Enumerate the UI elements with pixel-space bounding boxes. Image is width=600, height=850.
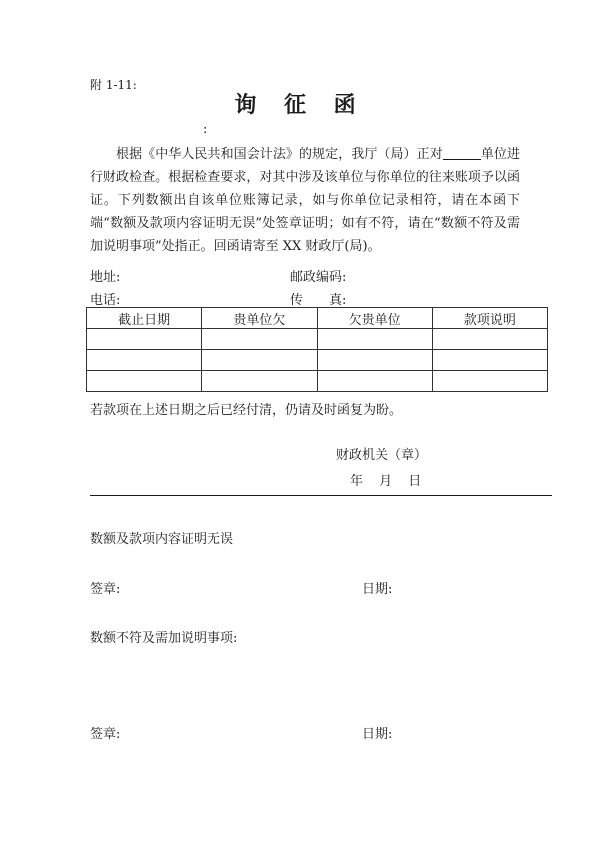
- table-header-row: [87, 308, 548, 329]
- table-cell[interactable]: [317, 371, 432, 392]
- section-divider: [90, 495, 552, 496]
- date-label-confirm: 日期:: [362, 582, 393, 597]
- letter-body: [90, 143, 520, 258]
- table-cell[interactable]: [87, 350, 202, 371]
- body-part-1: 根据《中华人民共和国会计法》的规定，我厅（局）正对: [116, 147, 443, 162]
- annex-label: 附 1-11:: [90, 78, 137, 92]
- settled-note: 若款项在上述日期之后已经付清，仍请及时函复为盼。: [90, 403, 403, 418]
- col-cutoff-date: 截止日期: [87, 308, 202, 329]
- table-cell[interactable]: [317, 350, 432, 371]
- address-label: 地址:: [90, 270, 121, 285]
- unit-name-blank: [443, 145, 481, 160]
- table-cell[interactable]: [87, 371, 202, 392]
- table-row: [87, 371, 548, 392]
- signature-date: 年 月 日: [350, 474, 422, 489]
- seal-label-discrepancy: 签章:: [90, 727, 121, 742]
- postcode-label: 邮政编码:: [290, 270, 347, 285]
- body-part-2: 单位进行财政检查。根据检查要求，对其中涉及该单位与你单位的往来账项予以函证。下列数额出自该单位账簿记录，如与你单位记录相符，请在本函下端“数额及款项内容证明无误”处签章证明；如有不符，请在“数额不符及需加说明事项”处指正。回函请寄至 XX 财政厅(局)。: [90, 147, 520, 254]
- confirm-text: 数额及款项内容证明无误: [90, 532, 234, 547]
- table-cell[interactable]: [432, 371, 547, 392]
- recipient-colon: :: [203, 122, 208, 137]
- balance-table: [86, 307, 548, 392]
- col-owed-to-you: 欠贵单位: [317, 308, 432, 329]
- table-cell[interactable]: [432, 350, 547, 371]
- table-cell[interactable]: [202, 371, 317, 392]
- table-cell[interactable]: [202, 350, 317, 371]
- date-label-discrepancy: 日期:: [362, 727, 393, 742]
- seal-label-confirm: 签章:: [90, 582, 121, 597]
- col-description: 款项说明: [432, 308, 547, 329]
- table-cell[interactable]: [432, 329, 547, 350]
- table-cell[interactable]: [317, 329, 432, 350]
- table-cell[interactable]: [202, 329, 317, 350]
- phone-label: 电话:: [90, 293, 121, 308]
- finance-office-seal: 财政机关（章）: [336, 448, 428, 463]
- fax-label: 传 真:: [290, 293, 347, 308]
- table-row: [87, 329, 548, 350]
- table-row: [87, 350, 548, 371]
- page-title: 询 征 函: [234, 92, 366, 118]
- discrepancy-text: 数额不符及需加说明事项:: [90, 631, 238, 646]
- col-owed-by-you: 贵单位欠: [202, 308, 317, 329]
- table-cell[interactable]: [87, 329, 202, 350]
